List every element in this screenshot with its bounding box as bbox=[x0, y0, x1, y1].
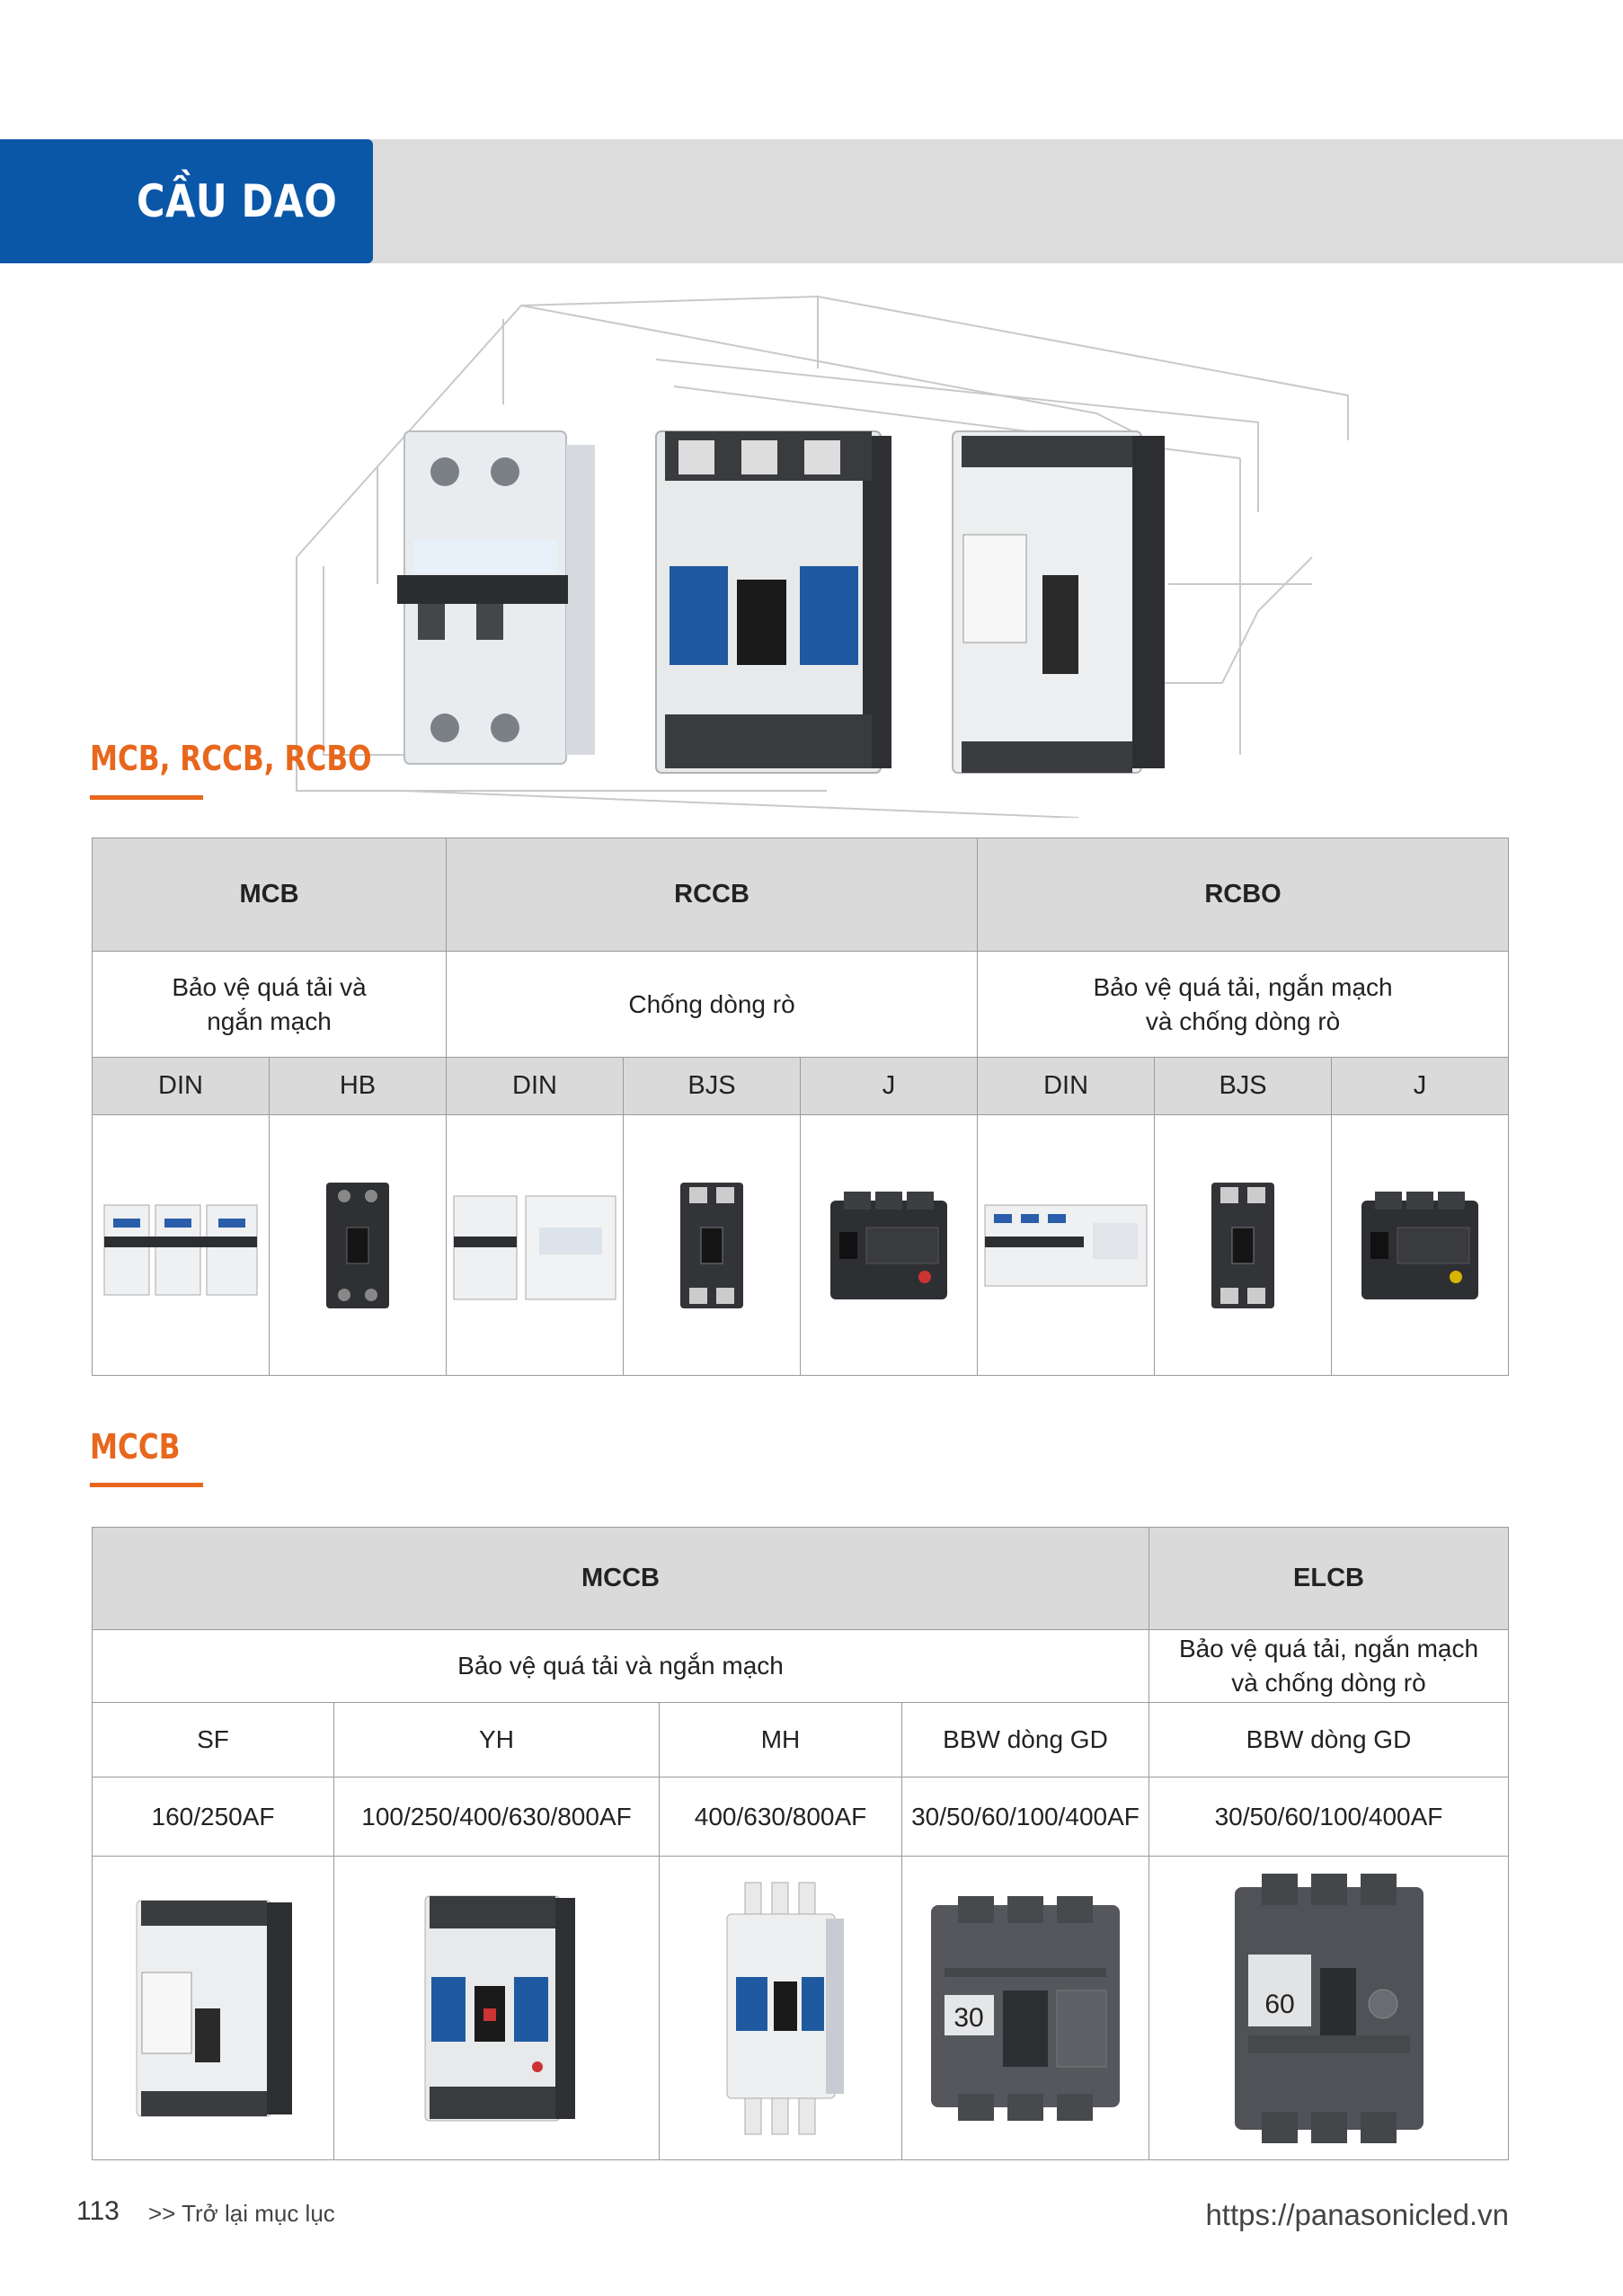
series-label: SF bbox=[93, 1703, 334, 1777]
product-image-cell bbox=[270, 1115, 447, 1376]
rating-label: 30/50/60/100/400AF bbox=[1149, 1777, 1509, 1857]
group-description-rcbo: Bảo vệ quá tải, ngắn mạch và chống dòng rò bbox=[978, 952, 1509, 1058]
mcb-hb-image bbox=[322, 1178, 394, 1313]
product-image-cell bbox=[1155, 1115, 1332, 1376]
rccb-bjs-image bbox=[676, 1178, 748, 1313]
section-title-mccb: MCCB bbox=[90, 1427, 181, 1467]
section-underline bbox=[90, 1483, 203, 1487]
series-label: YH bbox=[334, 1703, 660, 1777]
type-label: J bbox=[801, 1058, 978, 1115]
group-description-rccb: Chống dòng rò bbox=[447, 952, 978, 1058]
series-label: MH bbox=[660, 1703, 902, 1777]
group-header-mcb: MCB bbox=[93, 838, 447, 952]
page-number: 113 bbox=[76, 2196, 120, 2226]
rating-label: 100/250/400/630/800AF bbox=[334, 1777, 660, 1857]
product-image-cell bbox=[801, 1115, 978, 1376]
page-title: CẦU DAO bbox=[137, 175, 338, 227]
header-tab bbox=[0, 139, 373, 263]
section-underline bbox=[90, 795, 203, 800]
group-header-rcbo: RCBO bbox=[978, 838, 1509, 952]
product-image-cell bbox=[624, 1115, 801, 1376]
group-header-rccb: RCCB bbox=[447, 838, 978, 952]
rating-label: 160/250AF bbox=[93, 1777, 334, 1857]
type-label: DIN bbox=[447, 1058, 624, 1115]
type-label: DIN bbox=[978, 1058, 1155, 1115]
mcb-din-image bbox=[100, 1192, 262, 1299]
rating-label: 30/50/60/100/400AF bbox=[902, 1777, 1149, 1857]
product-image-cell bbox=[1332, 1115, 1509, 1376]
hero-bs160-image bbox=[953, 431, 1165, 773]
product-image-cell bbox=[447, 1115, 624, 1376]
group-description-elcb: Bảo vệ quá tải, ngắn mạch và chống dòng rò bbox=[1149, 1630, 1509, 1703]
hero-breakers-illustration bbox=[270, 288, 1366, 818]
type-label: DIN bbox=[93, 1058, 270, 1115]
rccb-din-image bbox=[449, 1187, 620, 1304]
product-image-cell bbox=[902, 1857, 1149, 2160]
group-description-mccb: Bảo vệ quá tải và ngắn mạch bbox=[93, 1630, 1149, 1703]
mccb-sf-image bbox=[128, 1892, 298, 2125]
rating-label: 400/630/800AF bbox=[660, 1777, 902, 1857]
product-image-cell bbox=[660, 1857, 902, 2160]
mccb-bbw-gd-image bbox=[918, 1892, 1133, 2125]
group-description-mcb: Bảo vệ quá tải và ngắn mạch bbox=[93, 952, 447, 1058]
type-label: BJS bbox=[624, 1058, 801, 1115]
svg-text:60: 60 bbox=[1264, 1989, 1295, 2019]
product-image-cell bbox=[978, 1115, 1155, 1376]
rcbo-bjs-image bbox=[1207, 1178, 1279, 1313]
mcb-rccb-rcbo-table bbox=[92, 838, 1509, 1376]
rcbo-j-image bbox=[1357, 1187, 1483, 1304]
svg-text:30: 30 bbox=[953, 2002, 984, 2033]
mccb-yh-image bbox=[412, 1887, 582, 2130]
mccb-elcb-table bbox=[92, 1527, 1509, 2160]
rcbo-din-image bbox=[980, 1196, 1151, 1295]
group-header-elcb: ELCB bbox=[1149, 1528, 1509, 1630]
type-label: J bbox=[1332, 1058, 1509, 1115]
hero-mccb-image bbox=[656, 431, 891, 773]
type-label: BJS bbox=[1155, 1058, 1332, 1115]
website-url-link[interactable]: https://panasonicled.vn bbox=[1205, 2198, 1509, 2231]
product-image-cell bbox=[334, 1857, 660, 2160]
mccb-mh-image bbox=[709, 1878, 853, 2139]
product-image-cell bbox=[93, 1857, 334, 2160]
hero-mcb-image bbox=[397, 431, 595, 764]
group-header-mccb: MCCB bbox=[93, 1528, 1149, 1630]
product-image-cell bbox=[93, 1115, 270, 1376]
rccb-j-image bbox=[826, 1187, 952, 1304]
section-title-mcb-rccb-rcbo: MCB, RCCB, RCBO bbox=[90, 739, 372, 778]
series-label: BBW dòng GD bbox=[1149, 1703, 1509, 1777]
back-to-contents-link[interactable]: >> Trở lại mục lục bbox=[148, 2200, 335, 2227]
elcb-bbw-gd-image bbox=[1221, 1869, 1437, 2148]
type-label: HB bbox=[270, 1058, 447, 1115]
series-label: BBW dòng GD bbox=[902, 1703, 1149, 1777]
product-image-cell bbox=[1149, 1857, 1509, 2160]
